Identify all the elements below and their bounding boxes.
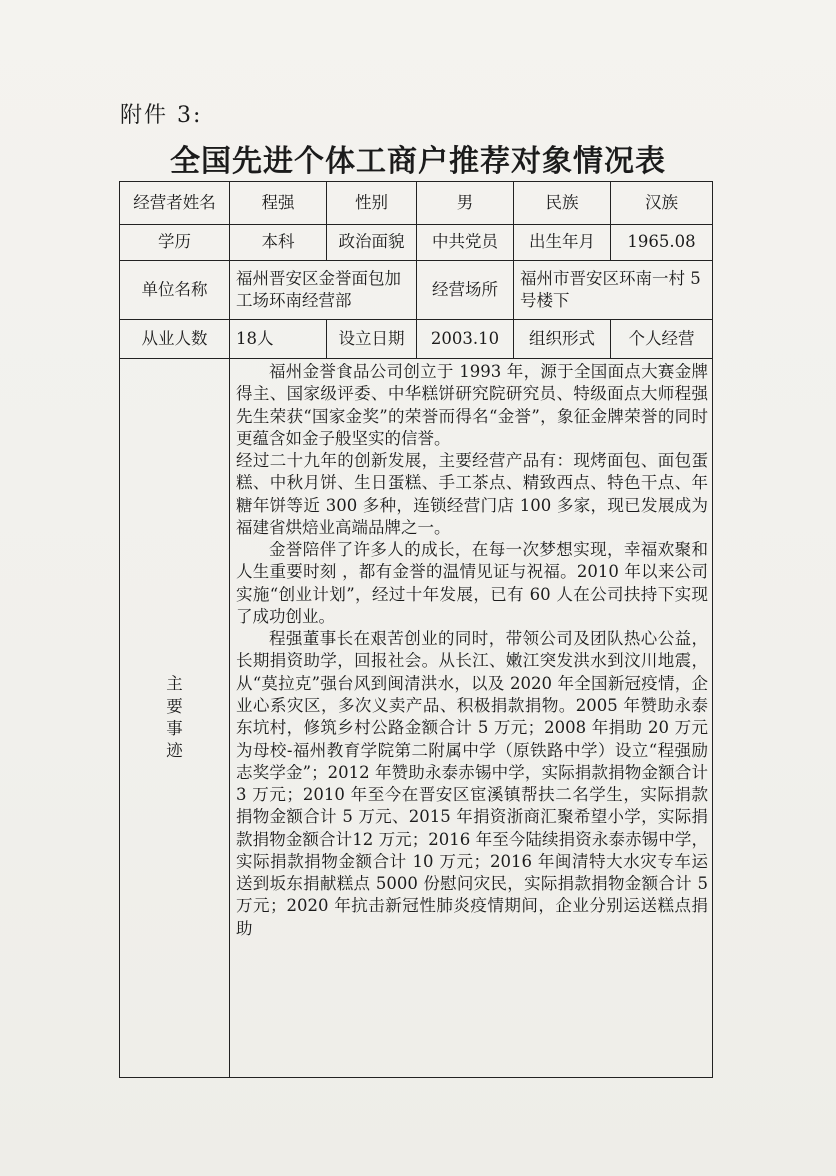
business-place-value: 福州市晋安区环南一村 5 号楼下 <box>514 261 713 320</box>
ethnicity-value: 汉族 <box>611 182 713 225</box>
name-label: 经营者姓名 <box>120 182 230 225</box>
gender-label: 性别 <box>327 182 417 225</box>
attachment-label: 附件 3: <box>120 103 203 128</box>
political-status-label: 政治面貌 <box>327 225 417 261</box>
main-deeds-label-char: 主 <box>166 674 183 694</box>
org-form-label: 组织形式 <box>514 320 611 359</box>
staff-count-value: 18人 <box>230 320 327 359</box>
form-title: 全国先进个体工商户推荐对象情况表 <box>170 144 666 179</box>
name-value: 程强 <box>230 182 327 225</box>
established-date-value: 2003.10 <box>417 320 514 359</box>
staff-count-label: 从业人数 <box>120 320 230 359</box>
unit-name-value: 福州晋安区金誉面包加工场环南经营部 <box>230 261 417 320</box>
birth-date-value: 1965.08 <box>611 225 713 261</box>
education-value: 本科 <box>230 225 327 261</box>
deeds-paragraph: 程强董事长在艰苦创业的同时，带领公司及团队热心公益，长期捐资助学，回报社会。从长江、嫩江突发洪水到汶川地震，从“莫拉克”强台风到闽清洪水，以及 2020 年全国新冠疫情，企业心系灾区，多次义卖产品、积极捐款捐物。2005 年赞助永泰东坑村，修筑乡村公路金额合计 5 万元；2008 年捐助 20 万元为母校-福州教育学院第二附属中学（原铁路中学）设立“程强励志奖学金”；2012 年赞助永泰赤锡中学，实际捐款捐物金额合计 3 万元；2010 年至今在晋安区宦溪镇帮扶二名学生，实际捐款捐物金额合计 5 万元、2015 年捐资浙商汇聚希望小学，实际捐款捐物金额合计12 万元；2016 年至今陆续捐资永泰赤锡中学，实际捐款捐物金额合计 10 万元；2016 年闽清特大水灾专车运送到坂东捐献糕点 5000 份慰问灾民，实际捐款捐物金额合计 5 万元；2020 年抗击新冠性肺炎疫情期间，企业分别运送糕点捐助 <box>236 629 708 938</box>
table-row-basic-info <box>120 182 713 225</box>
gender-value: 男 <box>417 182 514 225</box>
table-row-staff <box>120 320 713 359</box>
deeds-paragraph: 福州金誉食品公司创立于 1993 年，源于全国面点大赛金牌得主、国家级评委、中华糕饼研究院研究员、特级面点大师程强先生荣获“国家金奖”的荣誉而得名“金誉”，象征金牌荣誉的同时更蕴含如金子般坚实的信誉。 <box>236 362 708 448</box>
main-deeds-content <box>230 359 713 1078</box>
business-place-label: 经营场所 <box>417 261 514 320</box>
established-date-label: 设立日期 <box>327 320 417 359</box>
deeds-paragraph: 金誉陪伴了许多人的成长，在每一次梦想实现，幸福欢聚和人生重要时刻 ，都有金誉的温情见证与祝福。2010 年以来公司实施“创业计划”，经过十年发展，已有 60 人在公司扶持下实现了成功创业。 <box>236 540 708 626</box>
ethnicity-label: 民族 <box>514 182 611 225</box>
org-form-value: 个人经营 <box>611 320 713 359</box>
table-row-main-deeds <box>120 359 713 1078</box>
political-status-value: 中共党员 <box>417 225 514 261</box>
recommendation-form-table <box>119 181 713 1078</box>
main-deeds-label-char: 要 <box>166 696 183 716</box>
table-row-education <box>120 225 713 261</box>
main-deeds-label-char: 事 <box>166 719 183 738</box>
deeds-paragraph: 经过二十九年的创新发展，主要经营产品有：现烤面包、面包蛋糕、中秋月饼、生日蛋糕、手工茶点、精致西点、特色干点、年糖年饼等近 300 多种，连锁经营门店 100 多家，现已发展成为福建省烘焙业高端品牌之一。 <box>236 451 708 537</box>
main-deeds-label <box>120 359 230 1078</box>
birth-date-label: 出生年月 <box>514 225 611 261</box>
unit-name-label: 单位名称 <box>120 261 230 320</box>
table-row-unit <box>120 261 713 320</box>
education-label: 学历 <box>120 225 230 261</box>
main-deeds-label-char: 迹 <box>166 741 183 761</box>
